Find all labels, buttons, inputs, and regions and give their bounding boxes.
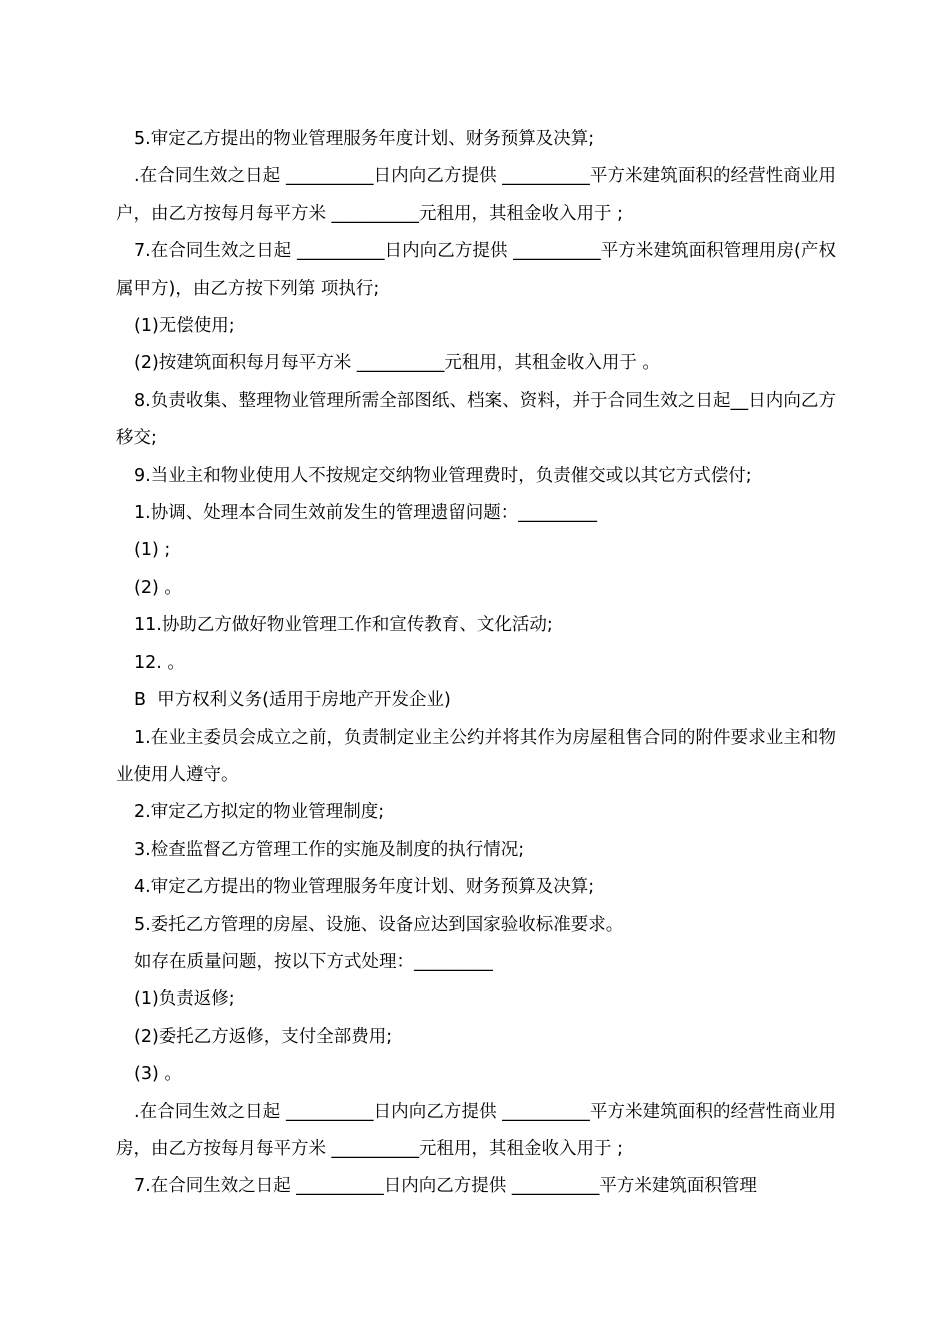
paragraph: 如存在质量问题，按以下方式处理：_________ xyxy=(134,951,493,972)
paragraph: 1.在业主委员会成立之前，负责制定业主公约并将其作为房屋租售合同的附件要求业主和物业使用人遵守。 xyxy=(116,727,836,785)
paragraph: 8.负责收集、整理物业管理所需全部图纸、档案、资料，并于合同生效之日起__日内向乙方移交; xyxy=(116,390,836,449)
paragraph: 3.检查监督乙方管理工作的实施及制度的执行情况; xyxy=(134,839,525,860)
paragraph: (1) ; xyxy=(134,540,171,561)
paragraph: (1)负责返修; xyxy=(134,989,235,1010)
section-heading: B 甲方权利义务(适用于房地产开发企业) xyxy=(134,690,451,711)
paragraph: 4.审定乙方提出的物业管理服务年度计划、财务预算及决算; xyxy=(134,877,595,898)
document-body xyxy=(116,121,836,1206)
paragraph: 12. 。 xyxy=(134,652,185,673)
paragraph: 9.当业主和物业使用人不按规定交纳物业管理费时，负责催交或以其它方式偿付; xyxy=(134,465,752,486)
paragraph: .在合同生效之日起 __________日内向乙方提供 __________平方米建筑面积的经营性商业用房，由乙方按每月每平方米 __________元租用，其租金收入用于 ; xyxy=(116,1101,836,1159)
paragraph: 7.在合同生效之日起 __________日内向乙方提供 __________平方米建筑面积管理用房(产权属甲方)，由乙方按下列第 项执行; xyxy=(116,241,836,299)
paragraph: 11.协助乙方做好物业管理工作和宣传教育、文化活动; xyxy=(134,615,553,636)
paragraph: 7.在合同生效之日起 __________日内向乙方提供 __________平方米建筑面积管理 xyxy=(134,1176,757,1197)
paragraph: (2) 。 xyxy=(134,577,182,598)
paragraph: (1)无偿使用; xyxy=(134,316,235,337)
paragraph: (3) 。 xyxy=(134,1064,182,1085)
paragraph: (2)按建筑面积每月每平方米 __________元租用，其租金收入用于 。 xyxy=(134,353,660,374)
paragraph: 5.审定乙方提出的物业管理服务年度计划、财务预算及决算; xyxy=(134,129,595,149)
paragraph: 1.协调、处理本合同生效前发生的管理遗留问题：_________ xyxy=(134,503,597,524)
paragraph: (2)委托乙方返修，支付全部费用; xyxy=(134,1026,393,1047)
paragraph: .在合同生效之日起 __________日内向乙方提供 __________平方米建筑面积的经营性商业用户，由乙方按每月每平方米 __________元租用，其租金收入用于 ; xyxy=(116,166,836,224)
paragraph: 5.委托乙方管理的房屋、设施、设备应达到国家验收标准要求。 xyxy=(134,914,624,935)
paragraph: 2.审定乙方拟定的物业管理制度; xyxy=(134,802,385,823)
